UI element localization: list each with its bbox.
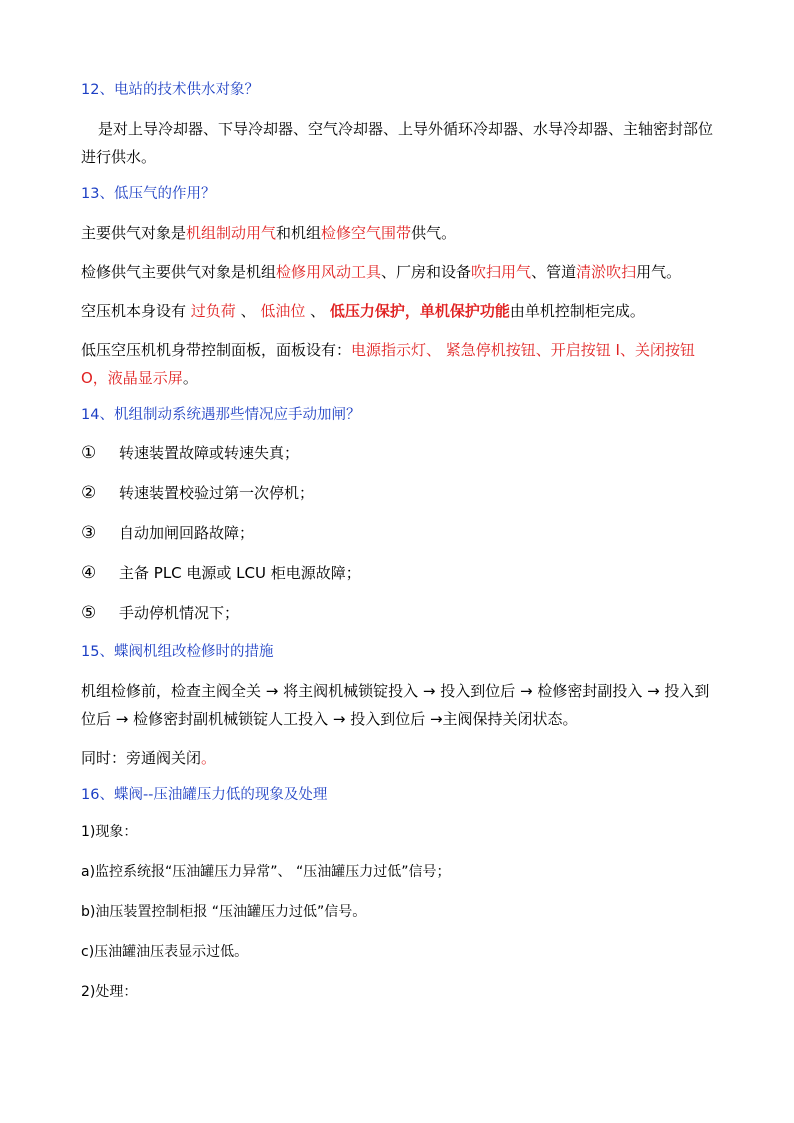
- highlight-text: 吹扫用气: [471, 263, 532, 281]
- list-item: [81, 560, 721, 586]
- list-number: ⑤: [81, 603, 97, 623]
- highlight-text: 。: [201, 749, 217, 767]
- text: 由单机控制柜完成。: [509, 302, 645, 320]
- highlight-text: 低油位: [260, 302, 306, 320]
- text: 低压空压机机身带控制面板，面板设有：: [81, 341, 352, 359]
- text: 和机组: [276, 224, 322, 242]
- q13-paragraph-4: [81, 336, 721, 392]
- list-item: [81, 480, 721, 506]
- q13-paragraph-2: [81, 258, 721, 286]
- highlight-text: 检修空气围带: [321, 224, 412, 242]
- list-number: ③: [81, 523, 97, 543]
- q16-item-a: a)监控系统报“压油罐压力异常”、 “压油罐压力过低”信号；: [81, 864, 451, 880]
- text: 供气。: [411, 224, 457, 242]
- text: 主要供气对象是: [81, 224, 187, 242]
- list-item: [81, 520, 721, 546]
- q16-subheading-1: 1)现象：: [81, 824, 138, 840]
- list-text: 主备 PLC 电源或 LCU 柜电源故障；: [119, 564, 361, 582]
- question-14-title: 14、机组制动系统遇那些情况应手动加闸？: [81, 407, 361, 423]
- q13-paragraph-1: [81, 219, 721, 247]
- text: 、: [305, 302, 330, 320]
- list-number: ④: [81, 563, 97, 583]
- question-16-title: 16、蝶阀--压油罐压力低的现象及处理: [81, 787, 328, 803]
- highlight-text: 过负荷: [190, 302, 236, 320]
- q16-subheading-2: 2)处理：: [81, 984, 138, 1000]
- highlight-text: 机组制动用气: [186, 224, 277, 242]
- q16-item-c: c)压油罐油压表显示过低。: [81, 944, 249, 960]
- question-13-title: 13、低压气的作用？: [81, 186, 216, 202]
- list-number: ①: [81, 443, 97, 463]
- text: 、: [235, 302, 261, 320]
- question-15-title: 15、蝶阀机组改检修时的措施: [81, 644, 274, 660]
- list-text: 转速装置故障或转速失真；: [119, 444, 300, 462]
- list-text: 手动停机情况下；: [119, 604, 240, 622]
- text: 。: [182, 369, 198, 387]
- list-number: ②: [81, 483, 97, 503]
- list-text: 转速装置校验过第一次停机；: [119, 484, 315, 502]
- q15-paragraph-1: 机组检修前，检查主阀全关 → 将主阀机械锁锭投入 → 投入到位后 → 检修密封副投入 → 投入到位后 → 检修密封副机械锁锭人工投入 → 投入到位后 →主阀保持关闭状态。: [81, 682, 710, 728]
- text: 、厂房和设备: [381, 263, 472, 281]
- highlight-text: 检修用风动工具: [276, 263, 382, 281]
- list-text: 自动加闸回路故障；: [119, 524, 255, 542]
- text: 同时：旁通阀关闭: [81, 749, 202, 767]
- q16-item-b: b)油压装置控制柜报 “压油罐压力过低”信号。: [81, 904, 367, 920]
- q13-paragraph-3: [81, 297, 721, 325]
- highlight-text: 清淤吹扫: [576, 263, 637, 281]
- highlight-text: 低压力保护，单机保护功能: [329, 302, 510, 320]
- question-12-answer: 是对上导冷却器、下导冷却器、空气冷却器、上导外循环冷却器、水导冷却器、主轴密封部位进行供水。: [81, 120, 714, 166]
- q15-paragraph-2: [81, 744, 721, 772]
- text: 检修供气主要供气对象是机组: [81, 263, 277, 281]
- list-item: [81, 600, 721, 626]
- list-item: [81, 440, 721, 466]
- text: 用气。: [636, 263, 682, 281]
- text: 、管道: [531, 263, 577, 281]
- document-content: [81, 78, 721, 1020]
- question-12-title: 12、电站的技术供水对象？: [81, 82, 259, 98]
- highlight-text: 电源指示灯、 紧急停机按钮、开启按钮 I、关闭按钮 O，液晶显示屏: [81, 341, 695, 387]
- text: 空压机本身设有: [81, 302, 191, 320]
